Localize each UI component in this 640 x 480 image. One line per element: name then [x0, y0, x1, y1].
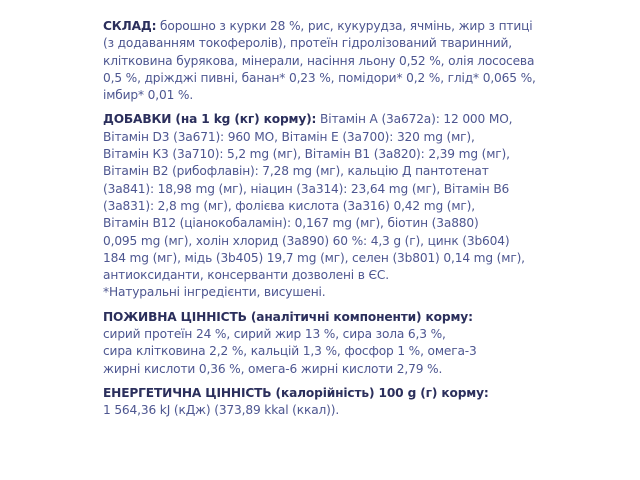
composition-heading: СКЛАД:: [103, 19, 157, 33]
composition-line: імбир* 0,01 %.: [103, 88, 194, 103]
section-nutritional-value: [103, 309, 543, 378]
additives-line: Вітамін В2 (рибофлавін): 7,28 mg (мг), кальцію Д пантотенат: [103, 164, 489, 179]
nutritional-line: сира клітковина 2,2 %, кальцій 1,3 %, фосфор 1 %, омега-3: [103, 344, 477, 359]
nutritional-heading: ПОЖИВНА ЦІННІСТЬ (аналітичні компоненти) корму:: [103, 309, 473, 324]
additives-line: Вітамін А (3а672а): 12 000 МО,: [316, 112, 513, 127]
additives-line: Вітамін В12 (ціанокобаламін): 0,167 mg (мг), біотин (3а880): [103, 216, 479, 231]
nutritional-line: жирні кислоти 0,36 %, омега-6 жирні кислоти 2,79 %.: [103, 361, 443, 376]
section-composition: [103, 18, 543, 104]
additives-line: 184 mg (мг), мідь (3b405) 19,7 mg (мг), селен (3b801) 0,14 mg (мг),: [103, 250, 525, 265]
additives-heading: ДОБАВКИ (на 1 kg (кг) корму):: [103, 112, 317, 127]
product-composition-document: [103, 18, 543, 420]
additives-line: (3а841): 18,98 mg (мг), ніацин (3а314): 23,64 mg (мг), Вітамін В6: [103, 181, 510, 196]
energy-line: 1 564,36 kJ (кДж) (373,89 kkal (ккал)).: [103, 403, 340, 418]
additives-line: Вітамін К3 (3а710): 5,2 mg (мг), Вітамін В1 (3а820): 2,39 mg (мг),: [103, 147, 510, 162]
additives-line: 0,095 mg (мг), холін хлорид (3а890) 60 %: 4,3 g (г), цинк (3b604): [103, 233, 510, 248]
additives-line: (3а831): 2,8 mg (мг), фолієва кислота (3а316) 0,42 mg (мг),: [103, 198, 475, 213]
section-additives: [103, 111, 543, 301]
section-energy-value: [103, 385, 543, 420]
additives-line: Вітамін D3 (3а671): 960 МО, Вітамін Е (3а700): 320 mg (мг),: [103, 129, 475, 144]
composition-line: борошно з курки 28 %, рис, кукурудза, ячмінь, жир з птиці: [156, 19, 533, 33]
composition-line: 0,5 %, дріжджі пивні, банан* 0,23 %, помідори* 0,2 %, глід* 0,065 %,: [103, 70, 536, 85]
nutritional-line: сирий протеїн 24 %, сирий жир 13 %, сира зола 6,3 %,: [103, 327, 446, 342]
composition-line: (з додаванням токоферолів), протеїн гідролізований тваринний,: [103, 36, 512, 51]
footnote-natural-ingredients: *Натуральні інгредієнти, висушені.: [103, 285, 326, 300]
composition-line: клітковина бурякова, мінерали, насіння льону 0,52 %, олія лососева: [103, 53, 535, 68]
additives-line: антиоксиданти, консерванти дозволені в ЄС.: [103, 268, 389, 283]
energy-heading: ЕНЕРГЕТИЧНА ЦІННІСТЬ (калорійність) 100 g (г) корму:: [103, 385, 489, 400]
